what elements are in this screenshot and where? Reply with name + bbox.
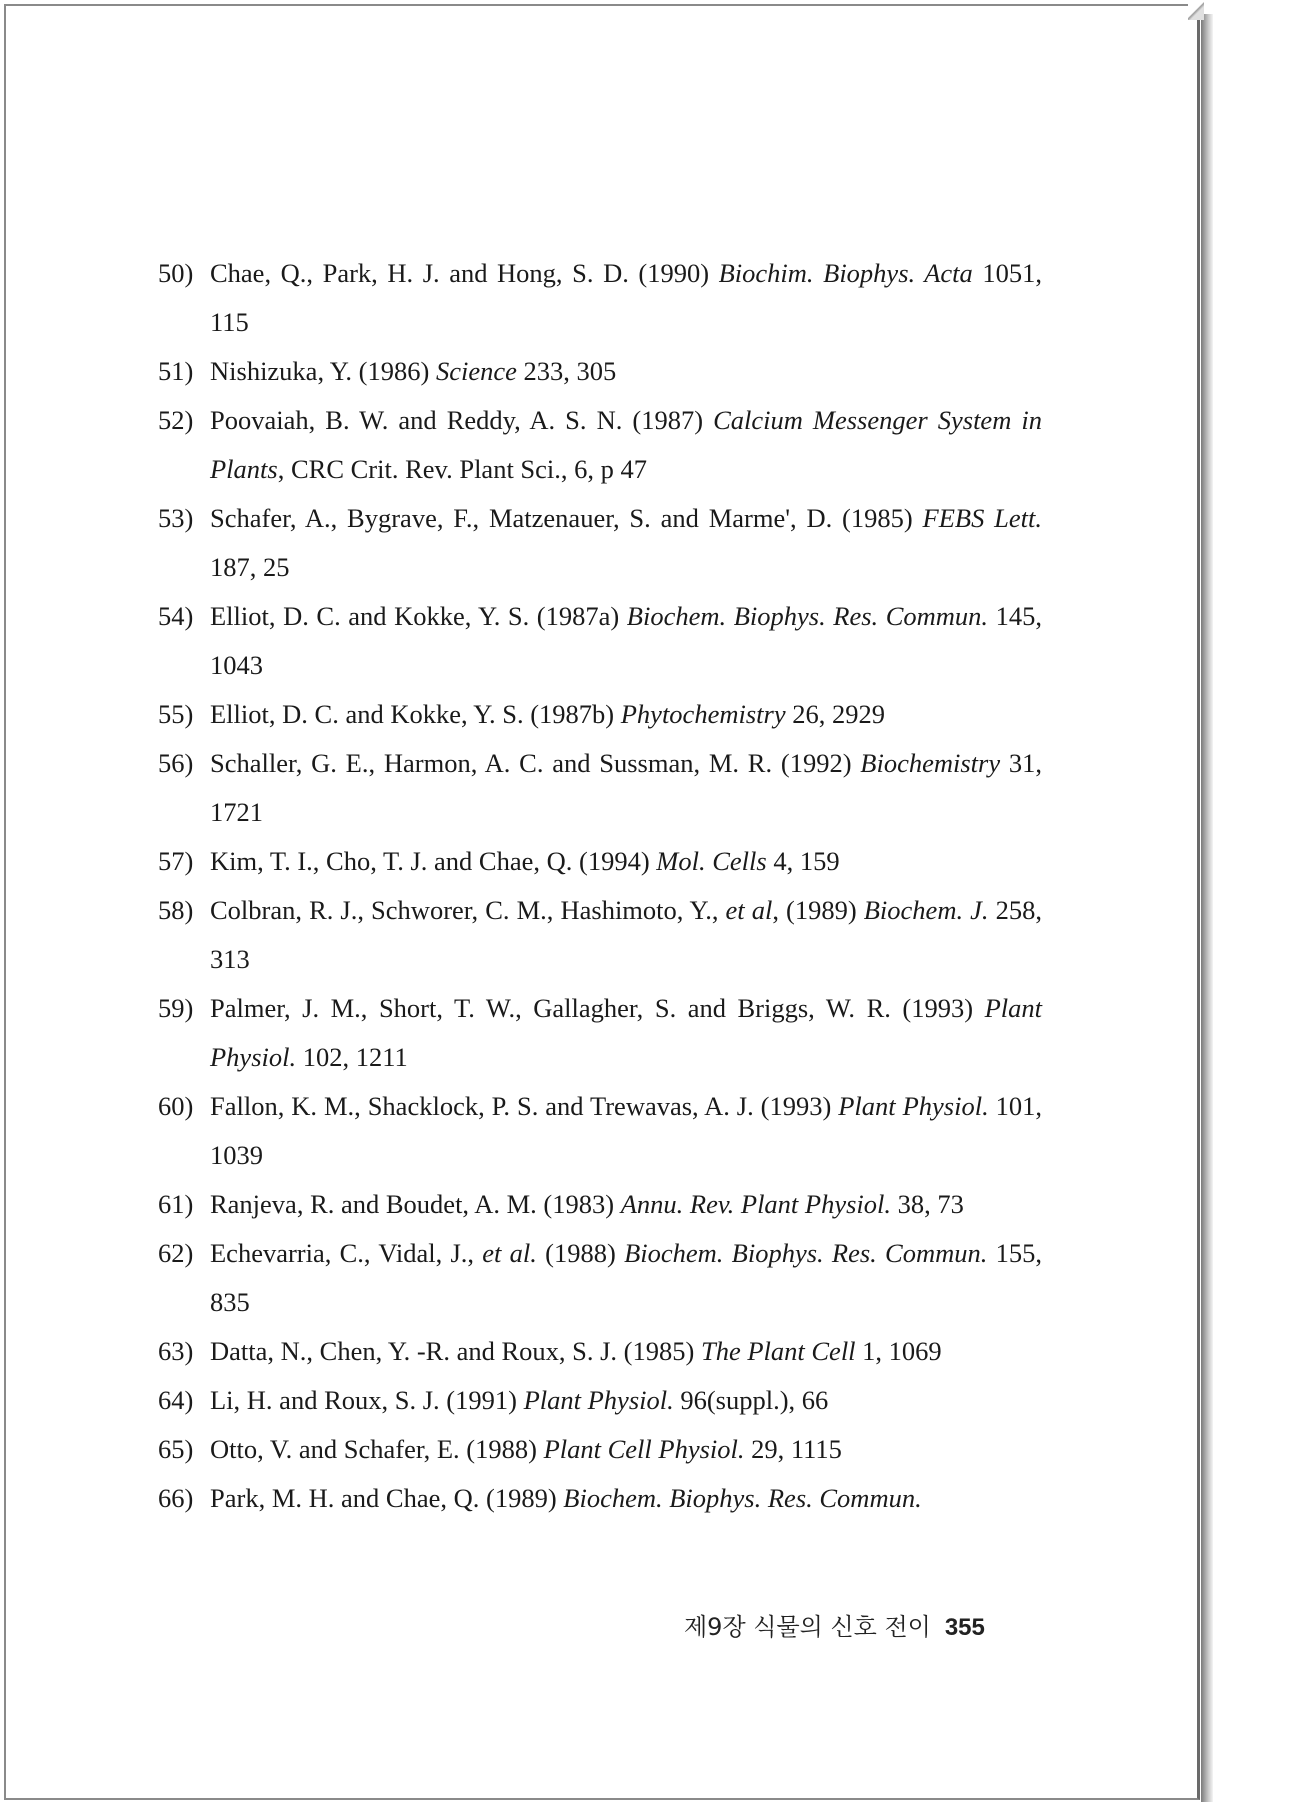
citation-text: Elliot, D. C. and Kokke, Y. S. (1987a)	[210, 601, 627, 631]
citation-text: 1, 1069	[855, 1336, 942, 1366]
reference-item	[158, 249, 1042, 347]
reference-number: 58)	[158, 895, 194, 925]
reference-text	[210, 1336, 942, 1366]
reference-number: 55)	[158, 699, 194, 729]
reference-item	[158, 837, 1042, 886]
journal-title: FEBS Lett.	[922, 503, 1043, 533]
citation-text: 101, 1039	[210, 1091, 1043, 1170]
citation-text: 258, 313	[210, 895, 1042, 974]
citation-text: Park, M. H. and Chae, Q. (1989)	[210, 1483, 564, 1513]
citation-text: Chae, Q., Park, H. J. and Hong, S. D. (1990)	[210, 258, 719, 288]
reference-number: 64)	[158, 1385, 194, 1415]
reference-list	[158, 249, 1042, 1523]
reference-item	[158, 347, 1042, 396]
journal-title: Mol. Cells	[656, 846, 767, 876]
journal-title: Biochemistry	[860, 748, 1001, 778]
reference-item	[158, 739, 1042, 837]
citation-text: 26, 2929	[785, 699, 885, 729]
journal-title: Plant Cell Physiol.	[543, 1434, 745, 1464]
citation-text: 38, 73	[891, 1189, 964, 1219]
reference-item	[158, 690, 1042, 739]
reference-text	[210, 1483, 922, 1513]
journal-title: et al.	[482, 1238, 537, 1268]
reference-item	[158, 886, 1042, 984]
reference-text	[210, 1189, 964, 1219]
reference-text	[210, 1385, 828, 1415]
reference-text	[210, 503, 1042, 582]
citation-text: Schaller, G. E., Harmon, A. C. and Sussman, M. R. (1992)	[210, 748, 861, 778]
journal-title: Biochem. Biophys. Res. Commun.	[563, 1483, 922, 1513]
reference-text	[210, 846, 840, 876]
citation-text: Schafer, A., Bygrave, F., Matzenauer, S. and Marme', D. (1985)	[210, 503, 923, 533]
reference-number: 61)	[158, 1189, 194, 1219]
reference-item	[158, 592, 1042, 690]
reference-number: 52)	[158, 405, 194, 435]
journal-title: et al	[725, 895, 773, 925]
citation-text: 155, 835	[210, 1238, 1042, 1317]
citation-text: Palmer, J. M., Short, T. W., Gallagher, S. and Briggs, W. R. (1993)	[210, 993, 985, 1023]
reference-number: 66)	[158, 1483, 194, 1513]
page-footer	[684, 1612, 985, 1643]
journal-title: Biochem. Biophys. Res. Commun.	[626, 601, 989, 631]
page-edge-shadow	[1201, 14, 1213, 1802]
reference-item	[158, 1229, 1042, 1327]
reference-text	[210, 748, 1042, 827]
reference-text	[210, 601, 1042, 680]
reference-text	[210, 1091, 1042, 1170]
reference-text	[210, 1434, 842, 1464]
reference-number: 63)	[158, 1336, 194, 1366]
reference-item	[158, 1474, 1042, 1523]
citation-text: , (1989)	[772, 895, 864, 925]
citation-text: Colbran, R. J., Schworer, C. M., Hashimoto, Y.,	[210, 895, 726, 925]
reference-text	[210, 699, 885, 729]
journal-title: Calcium Messenger System in Plants	[210, 405, 1042, 484]
citation-text: Nishizuka, Y. (1986)	[210, 356, 436, 386]
reference-text	[210, 356, 616, 386]
journal-title: Phytochemistry	[620, 699, 786, 729]
reference-item	[158, 494, 1042, 592]
reference-number: 60)	[158, 1091, 194, 1121]
citation-text: Ranjeva, R. and Boudet, A. M. (1983)	[210, 1189, 621, 1219]
reference-text	[210, 993, 1042, 1072]
journal-title: The Plant Cell	[700, 1336, 856, 1366]
page-number: 355	[944, 1614, 985, 1641]
citation-text: 145, 1043	[210, 601, 1043, 680]
reference-number: 53)	[158, 503, 194, 533]
citation-text: 4, 159	[766, 846, 840, 876]
reference-item	[158, 1082, 1042, 1180]
journal-title: Biochem. Biophys. Res. Commun.	[624, 1238, 988, 1268]
reference-item	[158, 984, 1042, 1082]
page-corner-fold	[1188, 2, 1204, 20]
reference-item	[158, 1180, 1042, 1229]
reference-number: 62)	[158, 1238, 194, 1268]
citation-text: Poovaiah, B. W. and Reddy, A. S. N. (1987)	[210, 405, 714, 435]
citation-text: 1051, 115	[210, 258, 1042, 337]
citation-text: Kim, T. I., Cho, T. J. and Chae, Q. (1994)	[210, 846, 657, 876]
citation-text: 31, 1721	[210, 748, 1042, 827]
chapter-title: 제9장 식물의 신호 전이	[684, 1613, 931, 1641]
reference-item	[158, 396, 1042, 494]
citation-text: Fallon, K. M., Shacklock, P. S. and Trewavas, A. J. (1993)	[210, 1091, 839, 1121]
citation-text: Elliot, D. C. and Kokke, Y. S. (1987b)	[210, 699, 621, 729]
reference-text	[210, 895, 1042, 974]
journal-title: Science	[435, 356, 517, 386]
reference-text	[210, 1238, 1042, 1317]
citation-text: , CRC Crit. Rev. Plant Sci., 6, p 47	[277, 454, 648, 484]
journal-title: Biochim. Biophys. Acta	[718, 258, 973, 288]
journal-title: Plant Physiol.	[838, 1091, 989, 1121]
reference-number: 65)	[158, 1434, 194, 1464]
reference-text	[210, 258, 1042, 337]
reference-text	[210, 405, 1042, 484]
reference-number: 57)	[158, 846, 194, 876]
journal-title: Biochem. J.	[863, 895, 989, 925]
reference-item	[158, 1327, 1042, 1376]
journal-title: Plant Physiol.	[523, 1385, 674, 1415]
citation-text: Li, H. and Roux, S. J. (1991)	[210, 1385, 524, 1415]
reference-number: 51)	[158, 356, 194, 386]
reference-item	[158, 1376, 1042, 1425]
citation-text: Otto, V. and Schafer, E. (1988)	[210, 1434, 544, 1464]
citation-text: 29, 1115	[744, 1434, 842, 1464]
citation-text: 187, 25	[210, 552, 290, 582]
journal-title: Annu. Rev. Plant Physiol.	[620, 1189, 892, 1219]
reference-number: 54)	[158, 601, 194, 631]
journal-title: Plant Physiol.	[210, 993, 1042, 1072]
reference-number: 56)	[158, 748, 194, 778]
reference-item	[158, 1425, 1042, 1474]
citation-text: 233, 305	[516, 356, 617, 386]
citation-text: (1988)	[536, 1238, 625, 1268]
reference-number: 59)	[158, 993, 194, 1023]
reference-number: 50)	[158, 258, 194, 288]
citation-text: 96(suppl.), 66	[673, 1385, 829, 1415]
citation-text: Datta, N., Chen, Y. -R. and Roux, S. J. (1985)	[210, 1336, 701, 1366]
citation-text: Echevarria, C., Vidal, J.,	[210, 1238, 483, 1268]
citation-text: 102, 1211	[296, 1042, 408, 1072]
